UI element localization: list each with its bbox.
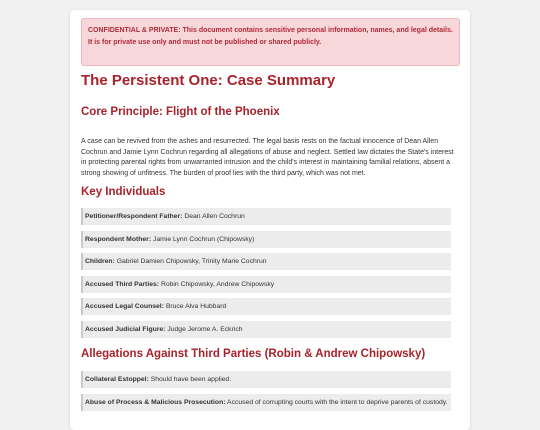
allegations-heading: Allegations Against Third Parties (Robin & Andrew Chipowsky)	[81, 348, 426, 360]
row-label: Collateral Estoppel:	[85, 376, 149, 383]
row-value: Dean Allen Cochrun	[184, 213, 245, 220]
confidential-notice: CONFIDENTIAL & PRIVATE: This document contains sensitive personal information, names, and legal details. It is for private use only and must not be published or shared publicly.	[81, 18, 460, 66]
allegation-row	[81, 371, 451, 388]
row-value: Should have been applied.	[150, 376, 232, 383]
row-value: Robin Chipowsky, Andrew Chipowsky	[160, 281, 275, 288]
row-value: Bruce Alva Hubbard	[165, 303, 227, 310]
row-value: Accused of corrupting courts with the intent to deprive parents of custody.	[227, 399, 448, 406]
row-label: Respondent Mother:	[85, 236, 152, 243]
individual-row	[81, 276, 451, 293]
row-label: Accused Third Parties:	[85, 281, 160, 288]
row-value: Gabriel Damien Chipowsky, Trinity Marie Cochrun	[116, 258, 267, 265]
core-principle-heading: Core Principle: Flight of the Phoenix	[81, 106, 280, 118]
row-label: Children:	[85, 258, 115, 265]
core-principle-text: A case can be revived from the ashes and resurrected. The legal basis rests on the factual innocence of Dean Allen Cochrun and Jamie Lynn Cochrun regarding all allegations of abuse and neglect. Settled law dictates the State's interest in protecting parental rights from unwarranted intrusion and the child's interest in maintaining familial relations, absent a strong showing of unfitness. The burden of proof lies with the third party, which was not met.	[81, 138, 454, 178]
row-label: Abuse of Process & Malicious Prosecution:	[85, 399, 226, 406]
individual-row	[81, 321, 451, 338]
row-label: Accused Judicial Figure:	[85, 326, 166, 333]
page-title: The Persistent One: Case Summary	[81, 72, 336, 89]
allegation-row	[81, 394, 451, 411]
individual-row	[81, 231, 451, 248]
individual-row	[81, 208, 451, 225]
individual-row	[81, 253, 451, 270]
key-individuals-heading: Key Individuals	[81, 186, 166, 198]
row-value: Jamie Lynn Cochrun (Chipowsky)	[152, 236, 255, 243]
row-value: Judge Jerome A. Eckrich	[167, 326, 243, 333]
individual-row	[81, 298, 451, 315]
document-card	[70, 10, 470, 430]
row-label: Accused Legal Counsel:	[85, 303, 164, 310]
row-label: Petitioner/Respondent Father:	[85, 213, 183, 220]
